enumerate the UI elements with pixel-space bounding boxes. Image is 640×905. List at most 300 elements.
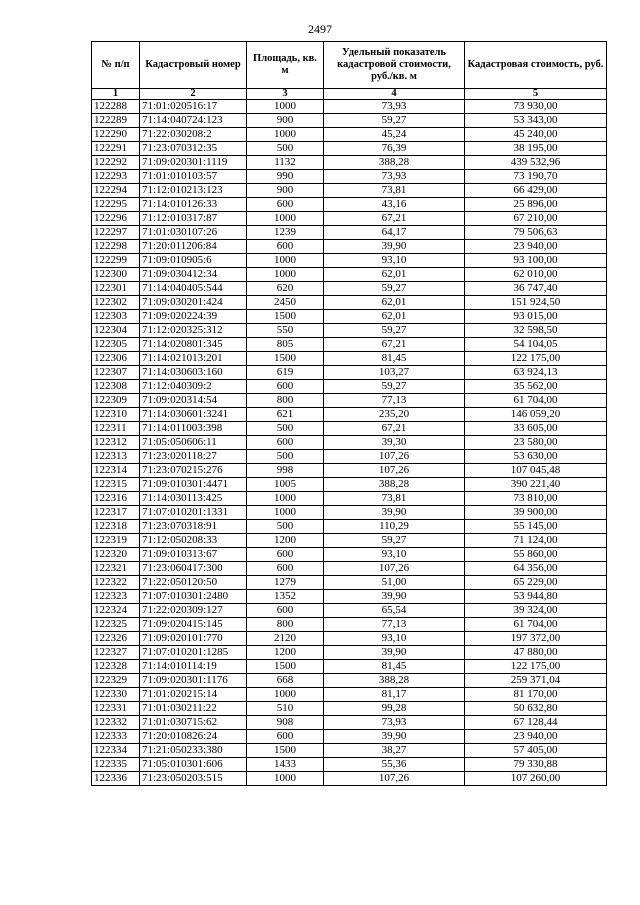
cell-cadastral-number: 71:23:050203:515 (140, 772, 247, 786)
cell-specific-value: 81,45 (324, 352, 465, 366)
cell-specific-value: 77,13 (324, 618, 465, 632)
table-row (92, 184, 607, 198)
cell-cadastral-number: 71:12:010213:123 (140, 184, 247, 198)
cell-specific-value: 67,21 (324, 422, 465, 436)
cell-cadastral-value: 64 356,00 (465, 562, 607, 576)
cell-row-number: 122313 (92, 450, 140, 464)
cell-row-number: 122318 (92, 520, 140, 534)
cell-cadastral-number: 71:14:010114:19 (140, 660, 247, 674)
cell-cadastral-number: 71:01:030107:26 (140, 226, 247, 240)
cell-row-number: 122324 (92, 604, 140, 618)
cell-row-number: 122302 (92, 296, 140, 310)
cell-area: 668 (247, 674, 324, 688)
cell-area: 2120 (247, 632, 324, 646)
cell-cadastral-value: 81 170,00 (465, 688, 607, 702)
table-row (92, 380, 607, 394)
cell-cadastral-value: 439 532,96 (465, 156, 607, 170)
table-row (92, 646, 607, 660)
cell-cadastral-value: 67 210,00 (465, 212, 607, 226)
cell-cadastral-value: 151 924,50 (465, 296, 607, 310)
cell-cadastral-value: 73 190,70 (465, 170, 607, 184)
table-body (92, 100, 607, 786)
table-row (92, 282, 607, 296)
table-row (92, 296, 607, 310)
table-row (92, 310, 607, 324)
cell-specific-value: 110,29 (324, 520, 465, 534)
cell-cadastral-number: 71:14:040724:123 (140, 114, 247, 128)
cell-row-number: 122289 (92, 114, 140, 128)
cell-row-number: 122310 (92, 408, 140, 422)
cell-specific-value: 39,30 (324, 436, 465, 450)
cell-cadastral-value: 390 221,40 (465, 478, 607, 492)
cell-row-number: 122288 (92, 100, 140, 114)
cell-area: 1000 (247, 688, 324, 702)
cell-row-number: 122315 (92, 478, 140, 492)
cell-specific-value: 107,26 (324, 562, 465, 576)
cell-cadastral-value: 47 880,00 (465, 646, 607, 660)
cell-area: 1352 (247, 590, 324, 604)
cell-cadastral-number: 71:22:030208:2 (140, 128, 247, 142)
cell-area: 900 (247, 184, 324, 198)
cell-cadastral-number: 71:14:020801:345 (140, 338, 247, 352)
cell-cadastral-number: 71:09:020415:145 (140, 618, 247, 632)
cell-cadastral-number: 71:09:010905:6 (140, 254, 247, 268)
table-row (92, 128, 607, 142)
cell-cadastral-value: 61 704,00 (465, 394, 607, 408)
cell-area: 1279 (247, 576, 324, 590)
cell-area: 500 (247, 520, 324, 534)
table-row (92, 366, 607, 380)
table-row (92, 562, 607, 576)
header-specific-value: Удельный показатель кадастровой стоимости, руб./кв. м (324, 42, 465, 89)
cell-cadastral-value: 57 405,00 (465, 744, 607, 758)
table-row (92, 226, 607, 240)
table-row (92, 702, 607, 716)
table-row (92, 772, 607, 786)
cell-cadastral-value: 62 010,00 (465, 268, 607, 282)
cell-cadastral-number: 71:09:010313:67 (140, 548, 247, 562)
cell-cadastral-number: 71:01:030211:22 (140, 702, 247, 716)
cell-cadastral-number: 71:01:030715:62 (140, 716, 247, 730)
cell-row-number: 122322 (92, 576, 140, 590)
cell-area: 1239 (247, 226, 324, 240)
cell-area: 2450 (247, 296, 324, 310)
cadastral-value-table (91, 41, 607, 786)
cell-specific-value: 73,81 (324, 184, 465, 198)
table-row (92, 716, 607, 730)
cell-specific-value: 81,17 (324, 688, 465, 702)
cell-area: 1200 (247, 534, 324, 548)
table-row (92, 422, 607, 436)
cell-specific-value: 73,81 (324, 492, 465, 506)
cell-area: 805 (247, 338, 324, 352)
cell-specific-value: 77,13 (324, 394, 465, 408)
cell-area: 1000 (247, 492, 324, 506)
cell-cadastral-number: 71:01:020215:14 (140, 688, 247, 702)
cell-cadastral-number: 71:01:020516:17 (140, 100, 247, 114)
cell-cadastral-number: 71:01:010103:57 (140, 170, 247, 184)
cell-specific-value: 73,93 (324, 170, 465, 184)
cell-row-number: 122326 (92, 632, 140, 646)
cell-area: 600 (247, 436, 324, 450)
cell-cadastral-value: 122 175,00 (465, 352, 607, 366)
cell-specific-value: 93,10 (324, 254, 465, 268)
cell-row-number: 122320 (92, 548, 140, 562)
cell-cadastral-value: 39 900,00 (465, 506, 607, 520)
cell-specific-value: 67,21 (324, 212, 465, 226)
header-cadastral-number: Кадастровый номер (140, 42, 247, 89)
table-row (92, 590, 607, 604)
cell-cadastral-value: 55 145,00 (465, 520, 607, 534)
table-row (92, 744, 607, 758)
table-row (92, 618, 607, 632)
table-row (92, 408, 607, 422)
cell-specific-value: 62,01 (324, 296, 465, 310)
cell-row-number: 122321 (92, 562, 140, 576)
cell-row-number: 122336 (92, 772, 140, 786)
cell-area: 1000 (247, 212, 324, 226)
cell-cadastral-number: 71:09:020314:54 (140, 394, 247, 408)
cell-cadastral-number: 71:22:050120:50 (140, 576, 247, 590)
cell-area: 500 (247, 450, 324, 464)
cell-cadastral-number: 71:23:020118:27 (140, 450, 247, 464)
cell-specific-value: 62,01 (324, 268, 465, 282)
cell-row-number: 122301 (92, 282, 140, 296)
column-number: 5 (465, 89, 607, 100)
cell-cadastral-number: 71:05:010301:606 (140, 758, 247, 772)
cell-cadastral-number: 71:23:070312:35 (140, 142, 247, 156)
cell-specific-value: 388,28 (324, 674, 465, 688)
cell-cadastral-value: 38 195,00 (465, 142, 607, 156)
cell-cadastral-number: 71:09:020301:1176 (140, 674, 247, 688)
cell-area: 620 (247, 282, 324, 296)
table-row (92, 548, 607, 562)
cell-specific-value: 93,10 (324, 632, 465, 646)
table-row (92, 464, 607, 478)
table-row (92, 660, 607, 674)
cell-area: 500 (247, 422, 324, 436)
cell-area: 500 (247, 142, 324, 156)
cell-area: 998 (247, 464, 324, 478)
cell-area: 1500 (247, 744, 324, 758)
table-row (92, 254, 607, 268)
cell-cadastral-value: 67 128,44 (465, 716, 607, 730)
table-row (92, 100, 607, 114)
cell-row-number: 122296 (92, 212, 140, 226)
cell-row-number: 122334 (92, 744, 140, 758)
cell-row-number: 122290 (92, 128, 140, 142)
cell-cadastral-number: 71:23:060417:300 (140, 562, 247, 576)
table-row (92, 632, 607, 646)
cell-cadastral-number: 71:07:010201:1331 (140, 506, 247, 520)
cell-specific-value: 59,27 (324, 534, 465, 548)
cell-row-number: 122294 (92, 184, 140, 198)
table-header-row (92, 42, 607, 89)
cell-cadastral-number: 71:14:030113:425 (140, 492, 247, 506)
cell-row-number: 122314 (92, 464, 140, 478)
cell-specific-value: 235,20 (324, 408, 465, 422)
cell-cadastral-value: 122 175,00 (465, 660, 607, 674)
table-row (92, 674, 607, 688)
cell-cadastral-value: 23 940,00 (465, 240, 607, 254)
page-number: 2497 (308, 22, 332, 36)
cell-specific-value: 67,21 (324, 338, 465, 352)
cell-specific-value: 107,26 (324, 464, 465, 478)
cell-cadastral-value: 55 860,00 (465, 548, 607, 562)
cell-area: 600 (247, 548, 324, 562)
cell-specific-value: 59,27 (324, 114, 465, 128)
cell-area: 600 (247, 730, 324, 744)
cell-cadastral-number: 71:14:010126:33 (140, 198, 247, 212)
cell-row-number: 122292 (92, 156, 140, 170)
cell-row-number: 122304 (92, 324, 140, 338)
table-row (92, 730, 607, 744)
cell-area: 1500 (247, 310, 324, 324)
cell-specific-value: 73,93 (324, 716, 465, 730)
cell-area: 510 (247, 702, 324, 716)
cell-cadastral-number: 71:07:010201:1285 (140, 646, 247, 660)
cell-cadastral-number: 71:14:030603:160 (140, 366, 247, 380)
cell-row-number: 122307 (92, 366, 140, 380)
cell-area: 1500 (247, 352, 324, 366)
cell-cadastral-number: 71:14:030601:3241 (140, 408, 247, 422)
cell-area: 900 (247, 114, 324, 128)
table-row (92, 142, 607, 156)
cell-cadastral-number: 71:23:070215:276 (140, 464, 247, 478)
cell-cadastral-value: 79 330,88 (465, 758, 607, 772)
table-row (92, 170, 607, 184)
cell-row-number: 122329 (92, 674, 140, 688)
table-row (92, 758, 607, 772)
cell-row-number: 122317 (92, 506, 140, 520)
cell-specific-value: 64,17 (324, 226, 465, 240)
cell-cadastral-number: 71:12:050208:33 (140, 534, 247, 548)
table-row (92, 688, 607, 702)
cell-area: 990 (247, 170, 324, 184)
table-row (92, 520, 607, 534)
cell-cadastral-number: 71:09:010301:4471 (140, 478, 247, 492)
cell-cadastral-value: 54 104,05 (465, 338, 607, 352)
cell-cadastral-value: 107 045,48 (465, 464, 607, 478)
cell-cadastral-value: 32 598,50 (465, 324, 607, 338)
cell-row-number: 122293 (92, 170, 140, 184)
cell-area: 1000 (247, 100, 324, 114)
cell-cadastral-number: 71:12:010317:87 (140, 212, 247, 226)
cell-cadastral-number: 71:09:030201:424 (140, 296, 247, 310)
cell-cadastral-number: 71:09:020224:39 (140, 310, 247, 324)
cell-cadastral-number: 71:09:030412:34 (140, 268, 247, 282)
cell-cadastral-value: 73 810,00 (465, 492, 607, 506)
cell-cadastral-value: 23 580,00 (465, 436, 607, 450)
cell-cadastral-value: 259 371,04 (465, 674, 607, 688)
table-row (92, 394, 607, 408)
cell-area: 800 (247, 618, 324, 632)
cell-area: 1433 (247, 758, 324, 772)
cell-specific-value: 51,00 (324, 576, 465, 590)
cell-area: 1000 (247, 772, 324, 786)
cell-row-number: 122309 (92, 394, 140, 408)
cell-area: 600 (247, 562, 324, 576)
cell-specific-value: 388,28 (324, 478, 465, 492)
cell-specific-value: 45,24 (324, 128, 465, 142)
cell-row-number: 122332 (92, 716, 140, 730)
table-row (92, 338, 607, 352)
column-number: 4 (324, 89, 465, 100)
cell-cadastral-number: 71:20:010826:24 (140, 730, 247, 744)
table-row (92, 436, 607, 450)
cell-cadastral-value: 146 059,20 (465, 408, 607, 422)
header-cadastral-value: Кадастровая стоимость, руб. (465, 42, 607, 89)
header-area: Площадь, кв. м (247, 42, 324, 89)
cell-specific-value: 107,26 (324, 772, 465, 786)
cell-row-number: 122323 (92, 590, 140, 604)
cell-cadastral-value: 93 015,00 (465, 310, 607, 324)
cell-cadastral-value: 53 944,80 (465, 590, 607, 604)
cell-row-number: 122331 (92, 702, 140, 716)
cell-specific-value: 39,90 (324, 730, 465, 744)
cell-specific-value: 39,90 (324, 506, 465, 520)
table-row (92, 268, 607, 282)
cell-cadastral-number: 71:12:020325:312 (140, 324, 247, 338)
cell-cadastral-value: 45 240,00 (465, 128, 607, 142)
cell-cadastral-number: 71:21:050233:380 (140, 744, 247, 758)
cell-cadastral-value: 73 930,00 (465, 100, 607, 114)
cell-specific-value: 38,27 (324, 744, 465, 758)
cell-cadastral-number: 71:14:021013:201 (140, 352, 247, 366)
cell-cadastral-number: 71:20:011206:84 (140, 240, 247, 254)
cell-cadastral-number: 71:07:010301:2480 (140, 590, 247, 604)
cell-area: 1000 (247, 128, 324, 142)
table-row (92, 492, 607, 506)
cell-specific-value: 59,27 (324, 324, 465, 338)
cell-specific-value: 388,28 (324, 156, 465, 170)
header-row-number: № п/п (92, 42, 140, 89)
cell-row-number: 122297 (92, 226, 140, 240)
cell-specific-value: 39,90 (324, 590, 465, 604)
table-row (92, 604, 607, 618)
cell-row-number: 122319 (92, 534, 140, 548)
cell-specific-value: 39,90 (324, 240, 465, 254)
cell-cadastral-value: 25 896,00 (465, 198, 607, 212)
cell-area: 600 (247, 198, 324, 212)
cell-specific-value: 99,28 (324, 702, 465, 716)
table-row (92, 352, 607, 366)
cell-specific-value: 73,93 (324, 100, 465, 114)
table-row (92, 114, 607, 128)
cell-specific-value: 55,36 (324, 758, 465, 772)
cell-cadastral-value: 197 372,00 (465, 632, 607, 646)
cell-area: 621 (247, 408, 324, 422)
cell-cadastral-value: 35 562,00 (465, 380, 607, 394)
table-row (92, 324, 607, 338)
table-row (92, 576, 607, 590)
cell-specific-value: 81,45 (324, 660, 465, 674)
cell-cadastral-value: 107 260,00 (465, 772, 607, 786)
cell-cadastral-value: 61 704,00 (465, 618, 607, 632)
cell-row-number: 122305 (92, 338, 140, 352)
table-row (92, 240, 607, 254)
cell-cadastral-number: 71:05:050606:11 (140, 436, 247, 450)
cell-area: 1132 (247, 156, 324, 170)
cell-area: 550 (247, 324, 324, 338)
cell-row-number: 122312 (92, 436, 140, 450)
cell-row-number: 122295 (92, 198, 140, 212)
table-row (92, 506, 607, 520)
cell-cadastral-value: 53 630,00 (465, 450, 607, 464)
cell-row-number: 122299 (92, 254, 140, 268)
cell-specific-value: 76,39 (324, 142, 465, 156)
cell-area: 1005 (247, 478, 324, 492)
cell-area: 1500 (247, 660, 324, 674)
cell-cadastral-number: 71:09:020101:770 (140, 632, 247, 646)
cell-cadastral-value: 93 100,00 (465, 254, 607, 268)
cell-row-number: 122327 (92, 646, 140, 660)
cell-row-number: 122298 (92, 240, 140, 254)
cell-row-number: 122325 (92, 618, 140, 632)
table-row (92, 198, 607, 212)
cell-area: 600 (247, 604, 324, 618)
cell-cadastral-value: 65 229,00 (465, 576, 607, 590)
cell-cadastral-number: 71:14:011003:398 (140, 422, 247, 436)
cell-specific-value: 43,16 (324, 198, 465, 212)
cell-cadastral-value: 23 940,00 (465, 730, 607, 744)
cell-row-number: 122306 (92, 352, 140, 366)
cell-row-number: 122333 (92, 730, 140, 744)
cell-cadastral-number: 71:22:020309:127 (140, 604, 247, 618)
cell-row-number: 122308 (92, 380, 140, 394)
cell-row-number: 122328 (92, 660, 140, 674)
cell-cadastral-number: 71:23:070318:91 (140, 520, 247, 534)
cell-row-number: 122335 (92, 758, 140, 772)
cell-cadastral-number: 71:09:020301:1119 (140, 156, 247, 170)
table-row (92, 156, 607, 170)
cell-specific-value: 59,27 (324, 380, 465, 394)
cell-area: 1000 (247, 506, 324, 520)
cell-row-number: 122311 (92, 422, 140, 436)
cell-row-number: 122316 (92, 492, 140, 506)
column-number: 3 (247, 89, 324, 100)
cell-cadastral-value: 36 747,40 (465, 282, 607, 296)
cell-cadastral-number: 71:12:040309:2 (140, 380, 247, 394)
cell-cadastral-number: 71:14:040405:544 (140, 282, 247, 296)
table-row (92, 450, 607, 464)
cell-cadastral-value: 71 124,00 (465, 534, 607, 548)
cell-specific-value: 39,90 (324, 646, 465, 660)
cell-specific-value: 65,54 (324, 604, 465, 618)
cell-cadastral-value: 66 429,00 (465, 184, 607, 198)
cell-cadastral-value: 79 506,63 (465, 226, 607, 240)
cell-row-number: 122330 (92, 688, 140, 702)
column-number: 2 (140, 89, 247, 100)
cell-specific-value: 93,10 (324, 548, 465, 562)
cell-area: 800 (247, 394, 324, 408)
cell-row-number: 122291 (92, 142, 140, 156)
cell-area: 619 (247, 366, 324, 380)
column-number-row (92, 89, 607, 100)
cell-cadastral-value: 53 343,00 (465, 114, 607, 128)
cell-area: 1200 (247, 646, 324, 660)
cell-area: 600 (247, 380, 324, 394)
cell-area: 1000 (247, 268, 324, 282)
table-row (92, 478, 607, 492)
cell-specific-value: 59,27 (324, 282, 465, 296)
table-row (92, 534, 607, 548)
cell-row-number: 122303 (92, 310, 140, 324)
cell-cadastral-value: 33 605,00 (465, 422, 607, 436)
cell-cadastral-value: 63 924,13 (465, 366, 607, 380)
cell-area: 600 (247, 240, 324, 254)
cell-specific-value: 103,27 (324, 366, 465, 380)
